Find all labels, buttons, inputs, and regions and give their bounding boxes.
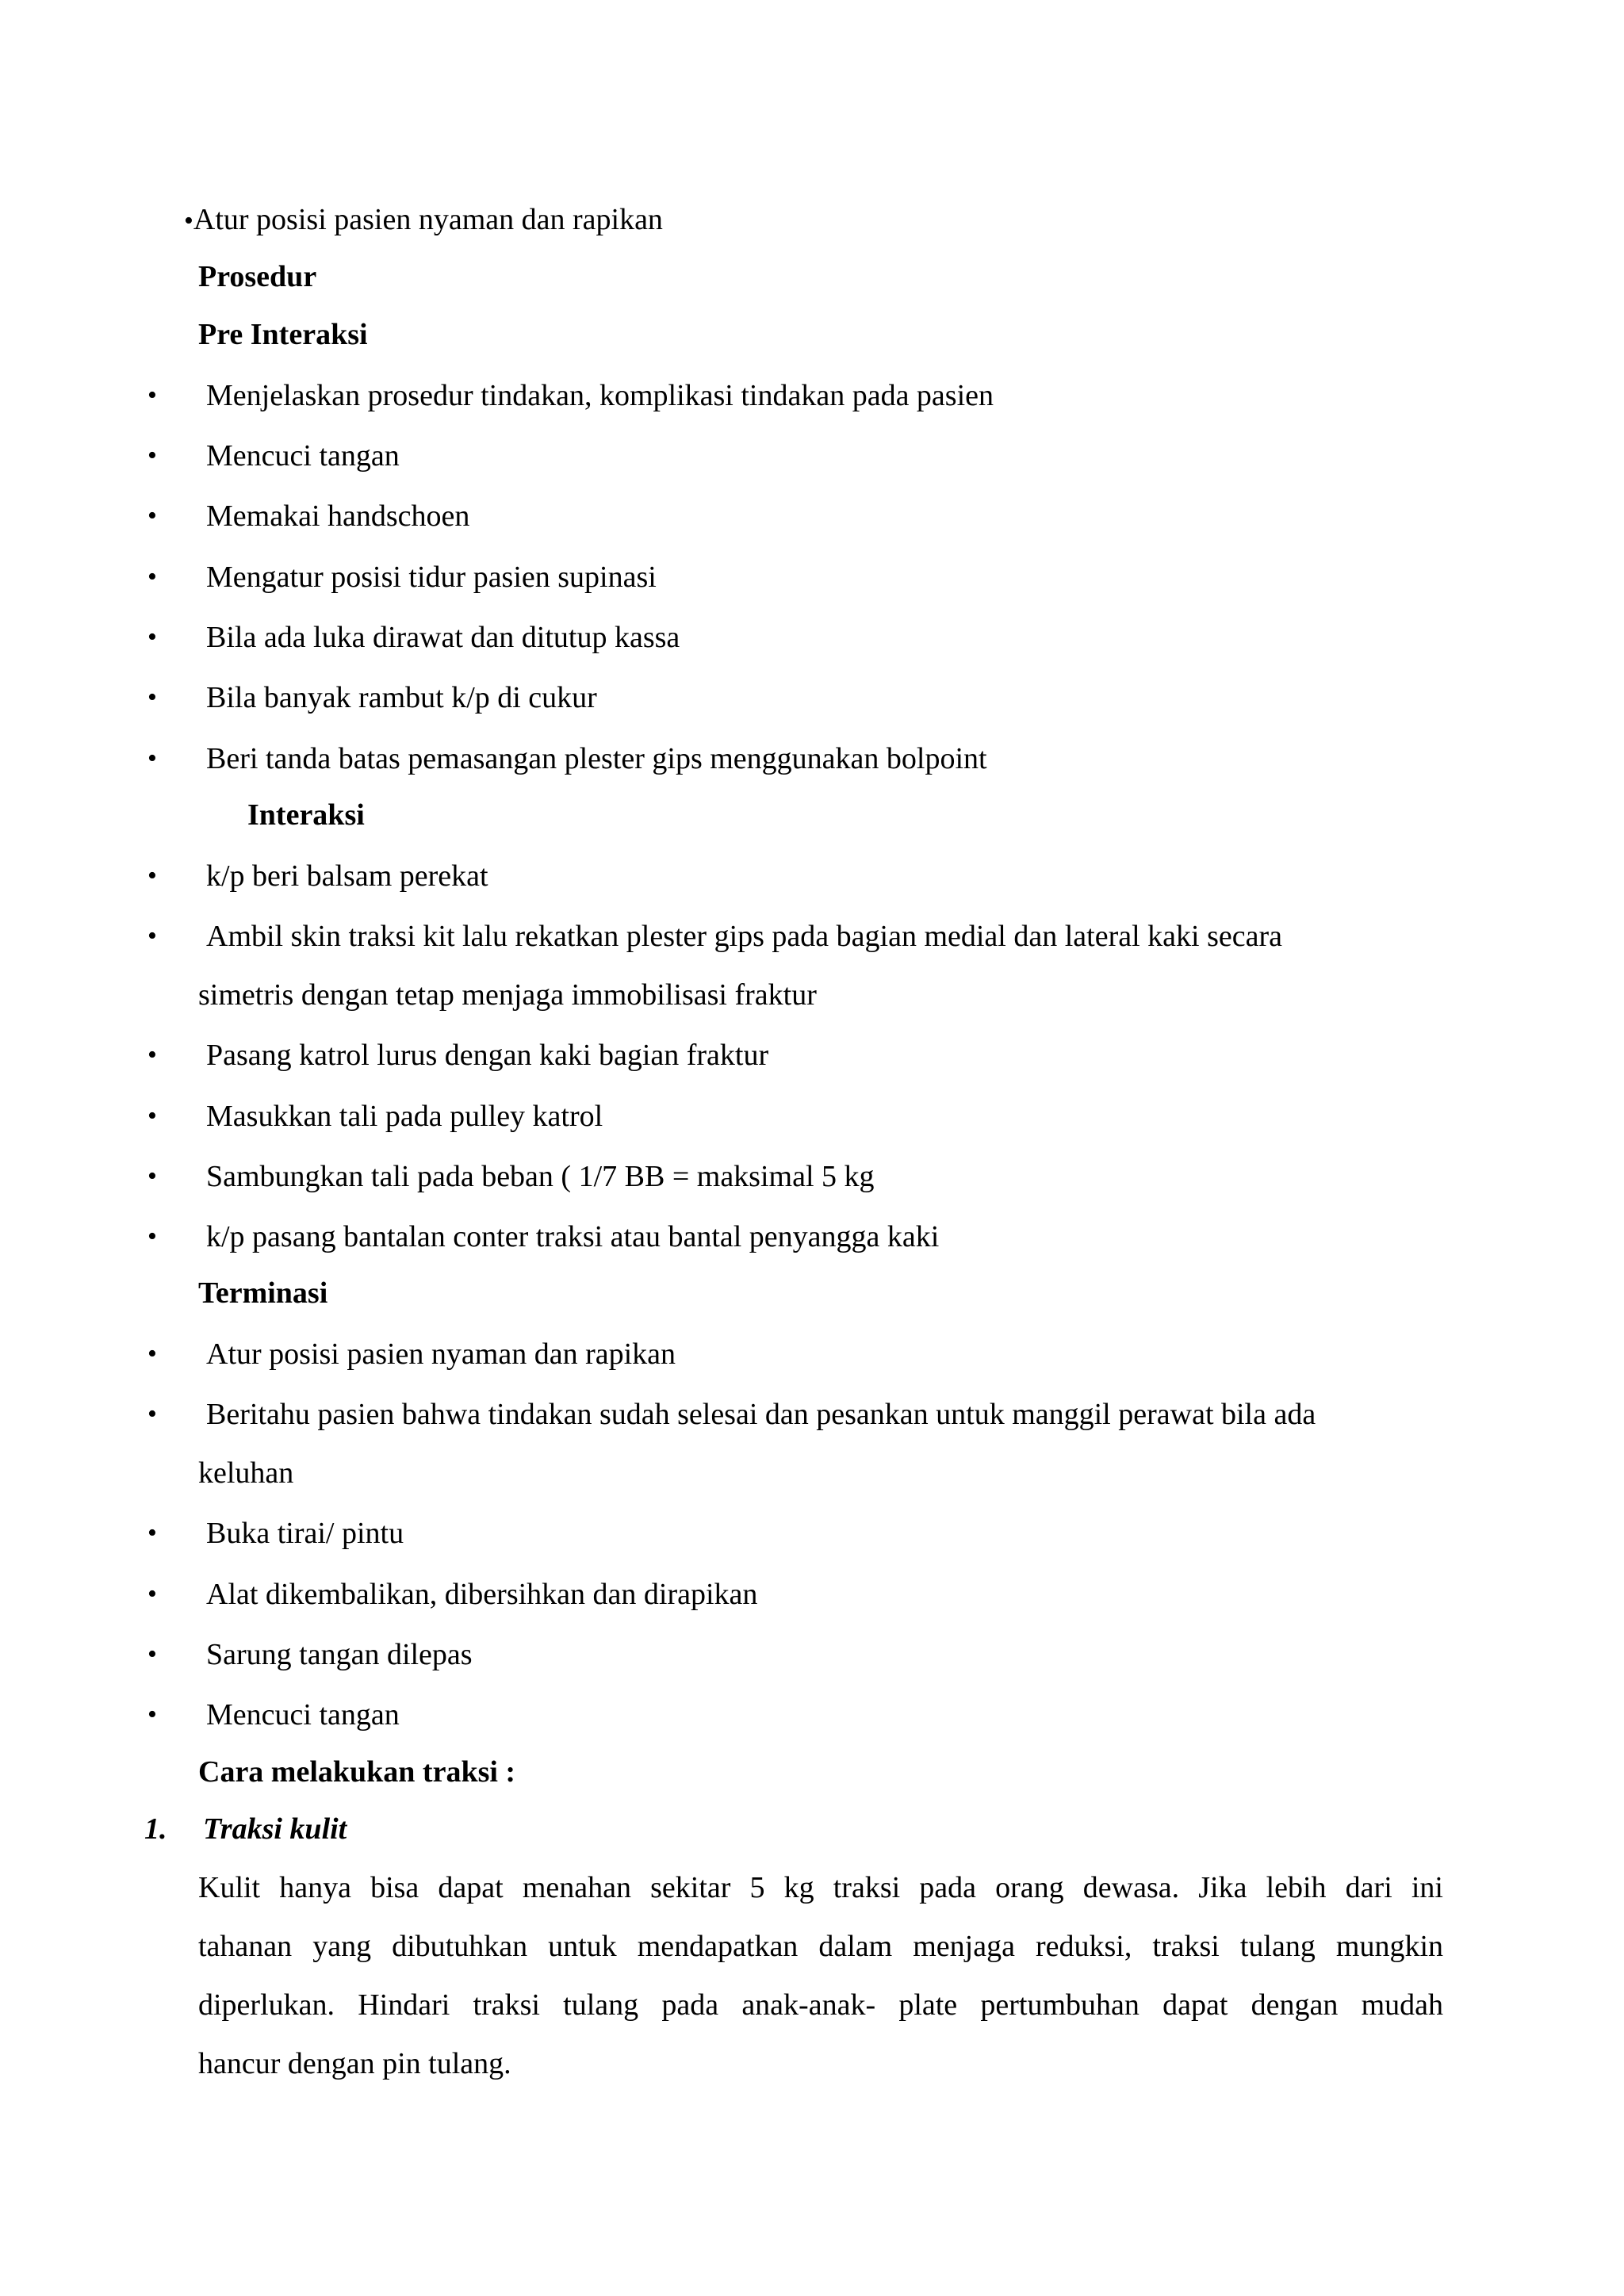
bullet-icon: •: [147, 683, 157, 712]
bullet-icon: •: [147, 1161, 157, 1191]
list-item: Beritahu pasien bahwa tindakan sudah selesai dan pesankan untuk manggil perawat bila ada: [206, 1398, 1316, 1431]
heading-cara-melakukan-traksi: Cara melakukan traksi :: [198, 1755, 516, 1789]
paragraph-line: diperlukan. Hindari traksi tulang pada anak-anak- plate pertumbuhan dapat dengan mudah: [198, 1988, 1443, 2022]
intro-bullet-text: Atur posisi pasien nyaman dan rapikan: [193, 203, 663, 236]
list-item: Sarung tangan dilepas: [206, 1638, 473, 1671]
heading-interaksi: Interaksi: [247, 798, 365, 832]
bullet-icon: •: [147, 622, 157, 652]
list-item: Masukkan tali pada pulley katrol: [206, 1100, 603, 1133]
bullet-icon: •: [147, 381, 157, 410]
paragraph-line: tahanan yang dibutuhkan untuk mendapatkan dalam menjaga reduksi, traksi tulang mungkin: [198, 1930, 1443, 1963]
list-item: k/p pasang bantalan conter traksi atau bantal penyangga kaki: [206, 1220, 940, 1253]
bullet-icon: •: [147, 1339, 157, 1368]
bullet-icon: •: [147, 1640, 157, 1669]
list-item: Mengatur posisi tidur pasien supinasi: [206, 561, 657, 594]
section-number: 1.: [144, 1812, 167, 1846]
paragraph-line: Kulit hanya bisa dapat menahan sekitar 5 kg traksi pada orang dewasa. Jika lebih dari ini: [198, 1871, 1443, 1904]
list-item: Beri tanda batas pemasangan plester gips menggunakan bolpoint: [206, 742, 987, 775]
list-item: Menjelaskan prosedur tindakan, komplikasi tindakan pada pasien: [206, 379, 994, 412]
bullet-icon: •: [147, 1399, 157, 1429]
list-item: Pasang katrol lurus dengan kaki bagian fraktur: [206, 1039, 769, 1072]
list-item: Atur posisi pasien nyaman dan rapikan: [206, 1337, 676, 1371]
heading-pre-interaksi: Pre Interaksi: [198, 318, 368, 351]
bullet-icon: •: [147, 744, 157, 773]
bullet-icon: •: [147, 501, 157, 530]
list-item: Bila ada luka dirawat dan ditutup kassa: [206, 621, 680, 654]
bullet-icon: •: [147, 1222, 157, 1251]
bullet-icon: •: [147, 441, 157, 470]
intro-bullet-item: [184, 202, 663, 239]
bullet-icon: •: [147, 1579, 157, 1609]
section-title: Traksi kulit: [203, 1812, 347, 1846]
heading-prosedur: Prosedur: [198, 260, 317, 293]
list-item: Mencuci tangan: [206, 1698, 400, 1732]
bullet-icon: •: [147, 1700, 157, 1729]
bullet-icon: •: [147, 562, 157, 591]
list-item: Sambungkan tali pada beban ( 1/7 BB = maksimal 5 kg: [206, 1160, 875, 1193]
list-item-continuation: keluhan: [198, 1456, 294, 1490]
bullet-icon: •: [147, 921, 157, 951]
list-item: Memakai handschoen: [206, 499, 470, 533]
bullet-icon: •: [147, 1101, 157, 1131]
bullet-icon: •: [147, 1040, 157, 1070]
paragraph-line: hancur dengan pin tulang.: [198, 2047, 511, 2080]
list-item: Bila banyak rambut k/p di cukur: [206, 681, 597, 714]
list-item: k/p beri balsam perekat: [206, 859, 488, 893]
bullet-icon: •: [147, 1518, 157, 1548]
bullet-icon: •: [184, 206, 193, 235]
list-item: Buka tirai/ pintu: [206, 1517, 404, 1550]
list-item: Alat dikembalikan, dibersihkan dan dirapikan: [206, 1578, 758, 1611]
heading-terminasi: Terminasi: [198, 1276, 328, 1310]
list-item: Ambil skin traksi kit lalu rekatkan plester gips pada bagian medial dan lateral kaki secara: [206, 920, 1282, 953]
bullet-icon: •: [147, 861, 157, 890]
list-item: Mencuci tangan: [206, 439, 400, 473]
list-item-continuation: simetris dengan tetap menjaga immobilisasi fraktur: [198, 978, 817, 1012]
